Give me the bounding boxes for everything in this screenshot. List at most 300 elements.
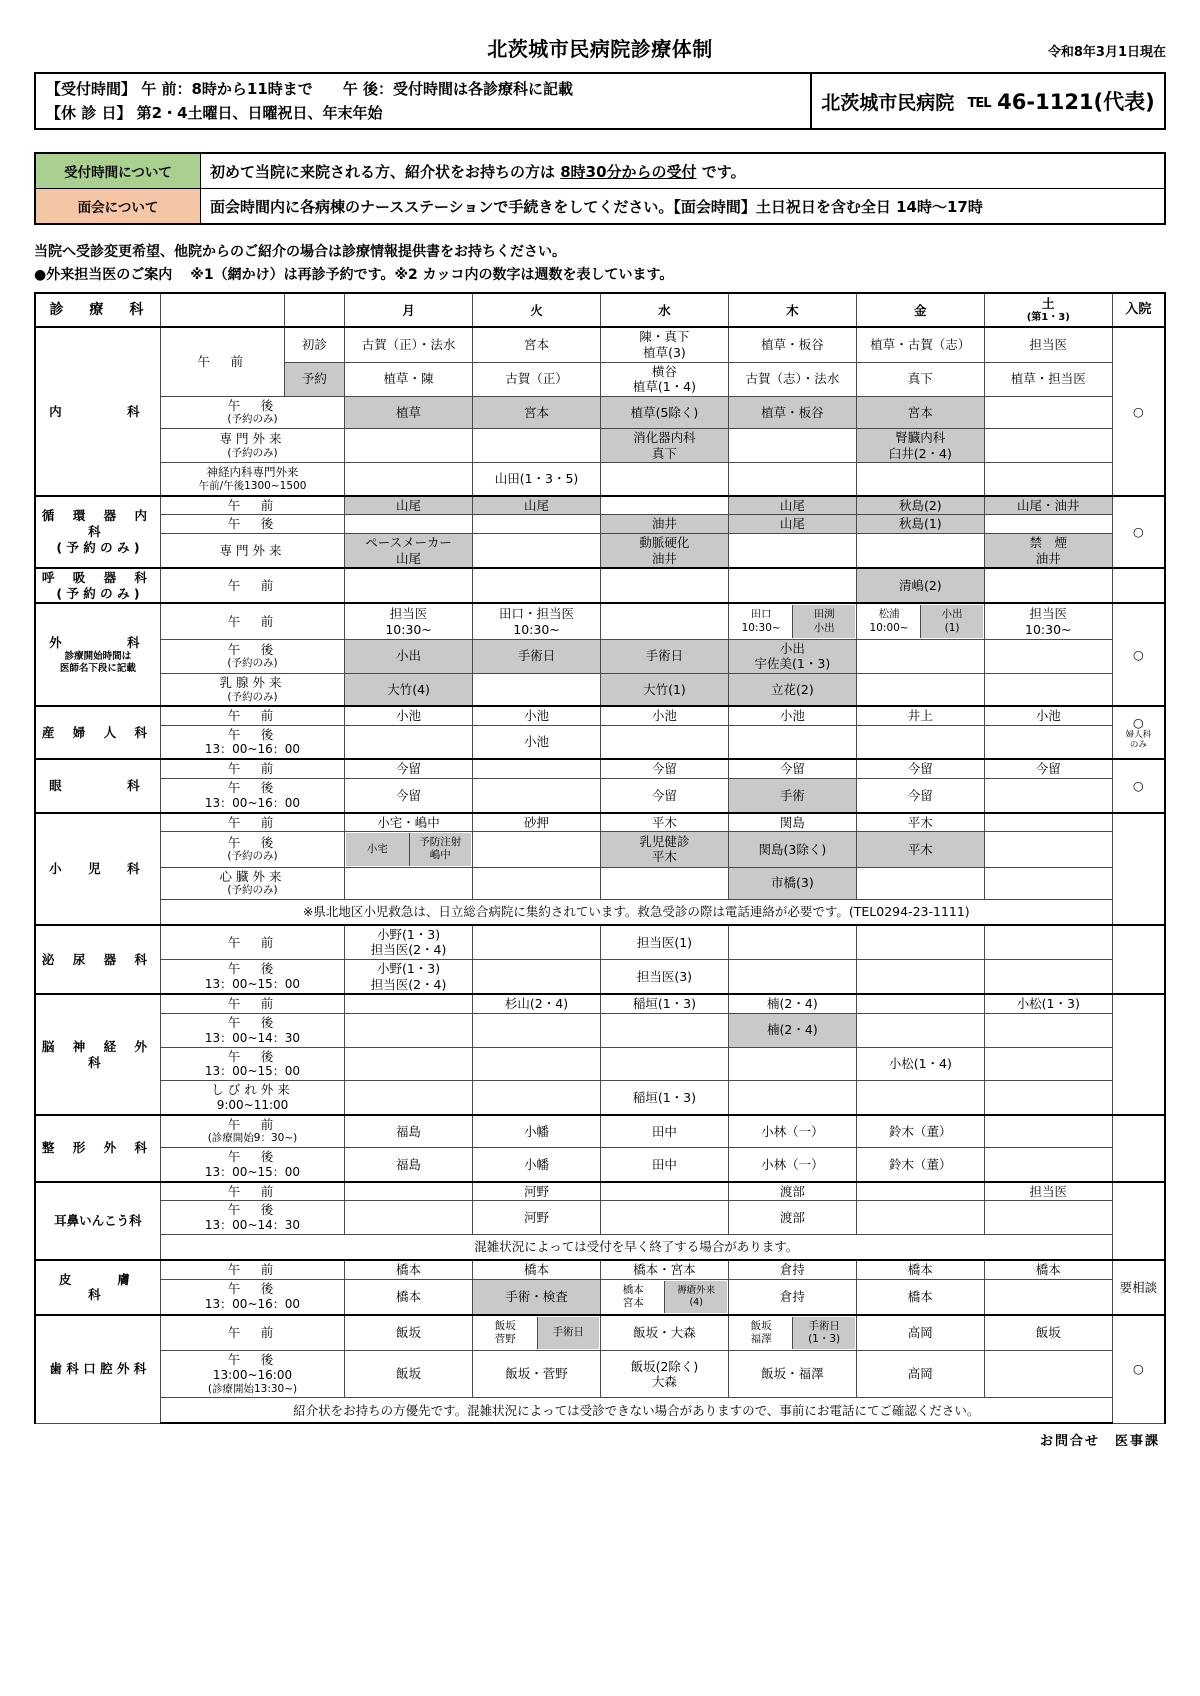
schedule-cell: 井上 bbox=[856, 706, 984, 725]
schedule-cell bbox=[984, 1148, 1112, 1182]
schedule-cell bbox=[856, 533, 984, 568]
dept-name-cell: 呼 吸 器 科 ( 予 約 の み ) bbox=[35, 568, 160, 603]
schedule-cell: 渡部 bbox=[728, 1182, 856, 1201]
schedule-cell bbox=[728, 1081, 856, 1115]
schedule-cell: 砂押 bbox=[473, 813, 601, 832]
schedule-cell bbox=[473, 759, 601, 778]
schedule-cell: 倉持 bbox=[728, 1279, 856, 1315]
schedule-cell: 担当医 bbox=[984, 327, 1112, 362]
time-slot-cell: 午 後 13：00~14：30 bbox=[160, 1013, 344, 1047]
time-slot-cell: 午 前 bbox=[160, 706, 344, 725]
time-slot-cell: 午 後 13:00~16:00 (診療開始13:30~) bbox=[160, 1351, 344, 1398]
schedule-cell bbox=[984, 1351, 1112, 1398]
notice-row-visitation bbox=[35, 189, 1165, 225]
schedule-cell: 田中 bbox=[600, 1148, 728, 1182]
table-row bbox=[35, 463, 1165, 496]
schedule-cell: 宮本 bbox=[856, 396, 984, 428]
schedule-cell: 飯坂・福澤 bbox=[728, 1351, 856, 1398]
schedule-cell: 高岡 bbox=[856, 1351, 984, 1398]
schedule-cell bbox=[984, 429, 1112, 463]
lead-line-2-detail: ※1（網かけ）は再診予約です。※2 カッコ内の数字は週数を表しています。 bbox=[190, 266, 674, 283]
schedule-cell bbox=[856, 925, 984, 960]
time-slot-cell: しびれ外来 9:00~11:00 bbox=[160, 1081, 344, 1115]
schedule-cell: 小出 宇佐美(1・3) bbox=[728, 639, 856, 673]
schedule-cell: 今留 bbox=[600, 779, 728, 813]
schedule-cell bbox=[728, 533, 856, 568]
time-slot-cell: 午 前 bbox=[160, 1260, 344, 1279]
schedule-cell bbox=[728, 1315, 856, 1351]
admission-cell: ○ 婦人科 のみ bbox=[1112, 706, 1165, 759]
lead-line-1: 当院へ受診変更希望、他院からのご紹介の場合は診療情報提供書をお持ちください。 bbox=[34, 244, 566, 260]
schedule-cell: 飯坂 bbox=[345, 1315, 473, 1351]
schedule-cell: ペースメーカー 山尾 bbox=[345, 533, 473, 568]
schedule-cell: 飯坂・菅野 bbox=[473, 1351, 601, 1398]
column-header-admission: 入院 bbox=[1112, 293, 1165, 327]
time-slot-cell: 神経内科専門外来 午前/午後1300~1500 bbox=[160, 463, 344, 496]
lead-line-2 bbox=[34, 264, 1166, 287]
schedule-cell bbox=[473, 1047, 601, 1081]
schedule-cell bbox=[600, 496, 728, 515]
hours-text-block bbox=[36, 74, 810, 128]
day-subcell: 手術日 bbox=[537, 1317, 599, 1349]
schedule-cell: 横谷 植草(1・4) bbox=[600, 362, 728, 396]
admission-cell: ○ bbox=[1112, 496, 1165, 569]
column-header-subslot bbox=[284, 293, 344, 327]
table-row bbox=[35, 429, 1165, 463]
schedule-cell bbox=[984, 832, 1112, 867]
schedule-cell bbox=[984, 515, 1112, 534]
table-row bbox=[35, 603, 1165, 639]
table-row bbox=[35, 533, 1165, 568]
time-slot-cell: 午 後 13：00~15：00 bbox=[160, 1047, 344, 1081]
schedule-cell bbox=[728, 603, 856, 639]
schedule-cell: 秋島(1) bbox=[856, 515, 984, 534]
notice-body-visitation bbox=[201, 189, 1166, 225]
schedule-cell bbox=[856, 463, 984, 496]
reception-hours-line bbox=[46, 78, 800, 101]
schedule-cell: 担当医(1) bbox=[600, 925, 728, 960]
schedule-cell bbox=[984, 1201, 1112, 1235]
time-slot-cell: 午 後 13：00~16：00 bbox=[160, 1279, 344, 1315]
admission-cell bbox=[1112, 925, 1165, 995]
schedule-cell bbox=[856, 673, 984, 706]
schedule-cell bbox=[856, 1182, 984, 1201]
schedule-cell: 関島 bbox=[728, 813, 856, 832]
schedule-cell bbox=[856, 1081, 984, 1115]
time-slot-cell: 午 後 13：00~15：00 bbox=[160, 960, 344, 995]
day-subcell: 小宅 bbox=[346, 833, 408, 865]
time-slot-cell: 午 前 bbox=[160, 603, 344, 639]
time-slot-cell: 午 後 13：00~15：00 bbox=[160, 1148, 344, 1182]
admission-cell: ○ bbox=[1112, 1315, 1165, 1424]
schedule-cell: 手術 bbox=[728, 779, 856, 813]
schedule-cell bbox=[600, 1201, 728, 1235]
table-row bbox=[35, 706, 1165, 725]
column-header-wed: 水 bbox=[600, 293, 728, 327]
dept-name-cell: 耳鼻いんこう科 bbox=[35, 1182, 160, 1260]
admission-cell bbox=[1112, 1115, 1165, 1182]
column-header-fri: 金 bbox=[856, 293, 984, 327]
schedule-cell: 飯坂(2除く) 大森 bbox=[600, 1351, 728, 1398]
schedule-cell: 古賀（正） bbox=[473, 362, 601, 396]
schedule-cell: 山尾 bbox=[473, 496, 601, 515]
dept-footnote: 混雑状況によっては受付を早く終了する場合があります。 bbox=[160, 1234, 1112, 1260]
schedule-cell bbox=[984, 779, 1112, 813]
schedule-cell: 大竹(4) bbox=[345, 673, 473, 706]
dept-name-cell: 産 婦 人 科 bbox=[35, 706, 160, 759]
schedule-cell: 福島 bbox=[345, 1148, 473, 1182]
schedule-cell: 植草 bbox=[345, 396, 473, 428]
admission-cell: 要相談 bbox=[1112, 1260, 1165, 1315]
schedule-cell bbox=[856, 960, 984, 995]
table-row bbox=[35, 960, 1165, 995]
schedule-cell bbox=[984, 925, 1112, 960]
schedule-cell: 高岡 bbox=[856, 1315, 984, 1351]
schedule-cell bbox=[728, 925, 856, 960]
time-slot-cell: 乳腺外来 (予約のみ) bbox=[160, 673, 344, 706]
schedule-cell: 河野 bbox=[473, 1201, 601, 1235]
schedule-cell bbox=[345, 867, 473, 899]
schedule-cell: 陳・真下 植草(3) bbox=[600, 327, 728, 362]
visit-type-cell: 初診 bbox=[284, 327, 344, 362]
schedule-cell bbox=[984, 867, 1112, 899]
schedule-cell bbox=[345, 994, 473, 1013]
notice-row-reception bbox=[35, 153, 1165, 189]
page-title: 北茨城市民病院診療体制 bbox=[487, 37, 713, 61]
schedule-cell: 小松(1・3) bbox=[984, 994, 1112, 1013]
schedule-cell: 河野 bbox=[473, 1182, 601, 1201]
table-row bbox=[35, 1260, 1165, 1279]
admission-cell: ○ bbox=[1112, 759, 1165, 812]
dept-footnote: ※県北地区小児救急は、日立総合病院に集約されています。救急受診の際は電話連絡が必要です。(TEL0294-23-1111) bbox=[160, 899, 1112, 925]
schedule-cell bbox=[473, 925, 601, 960]
table-row bbox=[35, 779, 1165, 813]
dept-name-cell: 歯 科 口 腔 外 科 bbox=[35, 1315, 160, 1424]
schedule-cell bbox=[473, 1315, 601, 1351]
schedule-cell: 植草(5除く) bbox=[600, 396, 728, 428]
schedule-cell: 手術日 bbox=[600, 639, 728, 673]
schedule-cell bbox=[473, 1081, 601, 1115]
schedule-cell: 乳児健診 平木 bbox=[600, 832, 728, 867]
table-footnote-row bbox=[35, 899, 1165, 925]
schedule-cell: 渡部 bbox=[728, 1201, 856, 1235]
schedule-cell: 油井 bbox=[600, 515, 728, 534]
schedule-cell: 大竹(1) bbox=[600, 673, 728, 706]
schedule-cell: 担当医 bbox=[984, 1182, 1112, 1201]
schedule-cell bbox=[984, 725, 1112, 759]
schedule-cell: 杉山(2・4) bbox=[473, 994, 601, 1013]
table-row bbox=[35, 327, 1165, 362]
table-row bbox=[35, 867, 1165, 899]
schedule-cell: 担当医 10:30~ bbox=[984, 603, 1112, 639]
dept-name-cell: 整 形 外 科 bbox=[35, 1115, 160, 1182]
schedule-cell bbox=[473, 568, 601, 603]
schedule-cell: 今留 bbox=[856, 759, 984, 778]
schedule-cell bbox=[856, 603, 984, 639]
schedule-cell bbox=[600, 725, 728, 759]
schedule-cell: 植草・板谷 bbox=[728, 396, 856, 428]
schedule-cell: 鈴木（董） bbox=[856, 1148, 984, 1182]
visit-type-cell: 予約 bbox=[284, 362, 344, 396]
schedule-cell bbox=[984, 1081, 1112, 1115]
schedule-cell bbox=[473, 515, 601, 534]
schedule-cell: 橋本 bbox=[984, 1260, 1112, 1279]
schedule-cell: 飯坂 bbox=[345, 1351, 473, 1398]
schedule-cell bbox=[856, 994, 984, 1013]
schedule-cell bbox=[728, 1047, 856, 1081]
schedule-cell: 関島(3除く) bbox=[728, 832, 856, 867]
reception-hours-pm: 午 後：受付時間は各診療科に記載 bbox=[342, 80, 573, 99]
schedule-cell: 橋本 bbox=[345, 1279, 473, 1315]
schedule-cell: 今留 bbox=[600, 759, 728, 778]
schedule-cell: 田中 bbox=[600, 1115, 728, 1148]
table-row bbox=[35, 1115, 1165, 1148]
schedule-cell: 小野(1・3) 担当医(2・4) bbox=[345, 925, 473, 960]
schedule-cell bbox=[345, 725, 473, 759]
schedule-cell bbox=[984, 568, 1112, 603]
schedule-cell: 小出 bbox=[345, 639, 473, 673]
time-slot-cell: 午 前 bbox=[160, 994, 344, 1013]
table-row bbox=[35, 759, 1165, 778]
schedule-cell bbox=[984, 1047, 1112, 1081]
schedule-cell bbox=[600, 1279, 728, 1315]
schedule-cell bbox=[856, 639, 984, 673]
schedule-cell: 小池 bbox=[473, 706, 601, 725]
schedule-cell bbox=[728, 463, 856, 496]
day-subcell: 田渕 小出 bbox=[792, 605, 854, 637]
schedule-cell: 植草・板谷 bbox=[728, 327, 856, 362]
schedule-cell: 手術日 bbox=[473, 639, 601, 673]
schedule-cell bbox=[600, 867, 728, 899]
notice-table bbox=[34, 152, 1166, 225]
schedule-cell bbox=[345, 515, 473, 534]
schedule-cell: 今留 bbox=[345, 759, 473, 778]
time-slot-cell: 午 前 bbox=[160, 759, 344, 778]
telephone-number: 46-1121(代表) bbox=[997, 90, 1155, 114]
schedule-cell bbox=[984, 463, 1112, 496]
schedule-cell: 稲垣(1・3) bbox=[600, 1081, 728, 1115]
column-header-thu: 木 bbox=[728, 293, 856, 327]
admission-cell: ○ bbox=[1112, 603, 1165, 706]
table-row bbox=[35, 725, 1165, 759]
dept-name-cell: 小 児 科 bbox=[35, 813, 160, 925]
notice-text-after: です。 bbox=[696, 162, 746, 181]
notice-visitation-text: 面会時間内に各病棟のナースステーションで手続きをしてください。【面会時間】土日祝日を含む全日 14時～17時 bbox=[210, 197, 983, 216]
schedule-cell bbox=[600, 1182, 728, 1201]
schedule-cell: 倉持 bbox=[728, 1260, 856, 1279]
schedule-cell: 宮本 bbox=[473, 327, 601, 362]
schedule-cell: 小松(1・4) bbox=[856, 1047, 984, 1081]
schedule-cell: 担当医(3) bbox=[600, 960, 728, 995]
schedule-cell bbox=[728, 960, 856, 995]
table-header-row bbox=[35, 293, 1165, 327]
schedule-cell bbox=[345, 429, 473, 463]
schedule-cell bbox=[984, 1115, 1112, 1148]
schedule-cell: 小林（一） bbox=[728, 1148, 856, 1182]
schedule-cell bbox=[473, 429, 601, 463]
time-slot-cell: 午 前 bbox=[160, 1315, 344, 1351]
schedule-cell: 立花(2) bbox=[728, 673, 856, 706]
time-slot-cell: 午 後 (予約のみ) bbox=[160, 639, 344, 673]
schedule-cell: 秋島(2) bbox=[856, 496, 984, 515]
time-slot-cell: 午 前 bbox=[160, 1182, 344, 1201]
time-slot-cell: 専門外来 bbox=[160, 533, 344, 568]
notice-body-reception bbox=[201, 153, 1166, 189]
footer-contact: お問合せ 医事課 bbox=[1039, 1434, 1160, 1450]
schedule-cell: 山尾 bbox=[728, 496, 856, 515]
dept-name-cell: 外 科 診療開始時間は 医師名下段に記載 bbox=[35, 603, 160, 706]
schedule-cell: 小池 bbox=[600, 706, 728, 725]
schedule-cell: 橋本・宮本 bbox=[600, 1260, 728, 1279]
schedule-cell: 小林（一） bbox=[728, 1115, 856, 1148]
schedule-cell bbox=[345, 568, 473, 603]
admission-cell bbox=[1112, 568, 1165, 603]
schedule-cell: 古賀（正）・法水 bbox=[345, 327, 473, 362]
time-slot-cell: 午 後 13：00~16：00 bbox=[160, 725, 344, 759]
day-subcell: 小出 (1) bbox=[920, 605, 982, 637]
table-row bbox=[35, 1148, 1165, 1182]
schedule-cell bbox=[600, 1047, 728, 1081]
schedule-cell bbox=[473, 960, 601, 995]
notice-text-before: 初めて当院に来院される方、紹介状をお持ちの方は bbox=[210, 162, 561, 181]
schedule-cell: 小池 bbox=[473, 725, 601, 759]
time-slot-cell: 午 後 (予約のみ) bbox=[160, 832, 344, 867]
notice-label-visitation: 面会について bbox=[35, 189, 201, 225]
schedule-cell: 楠(2・4) bbox=[728, 994, 856, 1013]
day-subcell: 飯坂 菅野 bbox=[494, 1319, 516, 1345]
schedule-cell bbox=[345, 1013, 473, 1047]
time-slot-cell: 午 前 bbox=[160, 327, 284, 396]
day-subcell: 予防注射 嶋中 bbox=[409, 833, 471, 865]
schedule-cell bbox=[984, 960, 1112, 995]
schedule-cell bbox=[600, 1013, 728, 1047]
schedule-cell: 鈴木（董） bbox=[856, 1115, 984, 1148]
schedule-table bbox=[34, 292, 1166, 1424]
reception-hours-am: 【受付時間】 午 前：8時から11時まで bbox=[46, 80, 313, 99]
day-subcell: 田口 10:30~ bbox=[741, 608, 781, 634]
admission-cell bbox=[1112, 1182, 1165, 1260]
effective-date: 令和8年3月1日現在 bbox=[1047, 45, 1166, 60]
schedule-cell: 真下 bbox=[856, 362, 984, 396]
schedule-cell: 消化器内科 真下 bbox=[600, 429, 728, 463]
table-row bbox=[35, 832, 1165, 867]
schedule-cell bbox=[728, 725, 856, 759]
schedule-cell: 平木 bbox=[600, 813, 728, 832]
schedule-cell bbox=[984, 639, 1112, 673]
schedule-cell: 福島 bbox=[345, 1115, 473, 1148]
table-row bbox=[35, 1315, 1165, 1351]
schedule-cell bbox=[473, 673, 601, 706]
schedule-cell: 担当医 10:30~ bbox=[345, 603, 473, 639]
column-header-tue: 火 bbox=[473, 293, 601, 327]
table-row bbox=[35, 496, 1165, 515]
table-row bbox=[35, 1279, 1165, 1315]
schedule-cell: 橋本 bbox=[473, 1260, 601, 1279]
admission-cell bbox=[1112, 994, 1165, 1115]
schedule-cell: 小池 bbox=[345, 706, 473, 725]
dept-footnote: 紹介状をお持ちの方優先です。混雑状況によっては受診できない場合がありますので、事前にお電話にてご確認ください。 bbox=[160, 1398, 1112, 1424]
schedule-cell bbox=[984, 1013, 1112, 1047]
lead-line-2-title: ●外来担当医のご案内 bbox=[34, 266, 173, 283]
schedule-cell: 清嶋(2) bbox=[856, 568, 984, 603]
schedule-cell: 禁 煙 油井 bbox=[984, 533, 1112, 568]
schedule-cell bbox=[345, 1081, 473, 1115]
hospital-contact-block bbox=[810, 74, 1164, 128]
column-header-dept: 診 療 科 bbox=[35, 293, 160, 327]
schedule-cell bbox=[728, 429, 856, 463]
lead-notes bbox=[34, 241, 1166, 286]
schedule-cell: 橋本 bbox=[345, 1260, 473, 1279]
time-slot-cell: 心臓外来 (予約のみ) bbox=[160, 867, 344, 899]
schedule-cell bbox=[600, 603, 728, 639]
schedule-cell: 山尾 bbox=[345, 496, 473, 515]
dept-name-cell: 内 科 bbox=[35, 327, 160, 495]
time-slot-cell: 午 後 13：00~16：00 bbox=[160, 779, 344, 813]
day-subcell: 手術日 (1・3) bbox=[792, 1317, 854, 1349]
day-subcell: 褥瘡外来 (4) bbox=[664, 1281, 726, 1313]
time-slot-cell: 午 前 (診療開始9：30~) bbox=[160, 1115, 344, 1148]
schedule-cell bbox=[984, 813, 1112, 832]
schedule-cell bbox=[473, 832, 601, 867]
schedule-cell: 平木 bbox=[856, 832, 984, 867]
table-row bbox=[35, 813, 1165, 832]
schedule-cell bbox=[345, 1182, 473, 1201]
schedule-cell: 小池 bbox=[728, 706, 856, 725]
schedule-cell bbox=[473, 867, 601, 899]
dept-name-cell: 泌 尿 器 科 bbox=[35, 925, 160, 995]
schedule-cell: 山尾・油井 bbox=[984, 496, 1112, 515]
admission-cell bbox=[1112, 813, 1165, 925]
schedule-cell bbox=[345, 832, 473, 867]
schedule-cell: 小幡 bbox=[473, 1115, 601, 1148]
schedule-cell bbox=[473, 779, 601, 813]
time-slot-cell: 午 後 bbox=[160, 515, 344, 534]
admission-cell: ○ bbox=[1112, 327, 1165, 495]
day-subcell: 橋本 宮本 bbox=[622, 1283, 644, 1309]
schedule-cell bbox=[856, 1013, 984, 1047]
schedule-cell: 稲垣(1・3) bbox=[600, 994, 728, 1013]
time-slot-cell: 午 前 bbox=[160, 496, 344, 515]
table-row bbox=[35, 515, 1165, 534]
column-header-sat: 土 (第1・3) bbox=[984, 293, 1112, 327]
schedule-cell bbox=[600, 463, 728, 496]
day-subcell: 飯坂 福澤 bbox=[750, 1319, 772, 1345]
schedule-cell: 橋本 bbox=[856, 1260, 984, 1279]
table-row bbox=[35, 1047, 1165, 1081]
column-header-mon: 月 bbox=[345, 293, 473, 327]
table-row bbox=[35, 1013, 1165, 1047]
time-slot-cell: 午 前 bbox=[160, 568, 344, 603]
schedule-cell: 手術・検査 bbox=[473, 1279, 601, 1315]
table-row bbox=[35, 925, 1165, 960]
schedule-cell: 今留 bbox=[984, 759, 1112, 778]
table-row bbox=[35, 639, 1165, 673]
table-footnote-row bbox=[35, 1398, 1165, 1424]
table-footnote-row bbox=[35, 1234, 1165, 1260]
schedule-cell: 小池 bbox=[984, 706, 1112, 725]
schedule-cell bbox=[600, 568, 728, 603]
table-row bbox=[35, 1351, 1165, 1398]
closed-days-line: 【休 診 日】 第2・4土曜日、日曜祝日、年末年始 bbox=[46, 103, 383, 122]
telephone-icon: TEL bbox=[967, 96, 991, 111]
schedule-cell: 宮本 bbox=[473, 396, 601, 428]
schedule-cell: 腎臓内科 臼井(2・4) bbox=[856, 429, 984, 463]
schedule-cell bbox=[984, 1279, 1112, 1315]
hours-header-box bbox=[34, 72, 1166, 130]
time-slot-cell: 午 前 bbox=[160, 813, 344, 832]
time-slot-cell: 午 前 bbox=[160, 925, 344, 960]
dept-name-cell: 循 環 器 内 科 ( 予 約 の み ) bbox=[35, 496, 160, 569]
